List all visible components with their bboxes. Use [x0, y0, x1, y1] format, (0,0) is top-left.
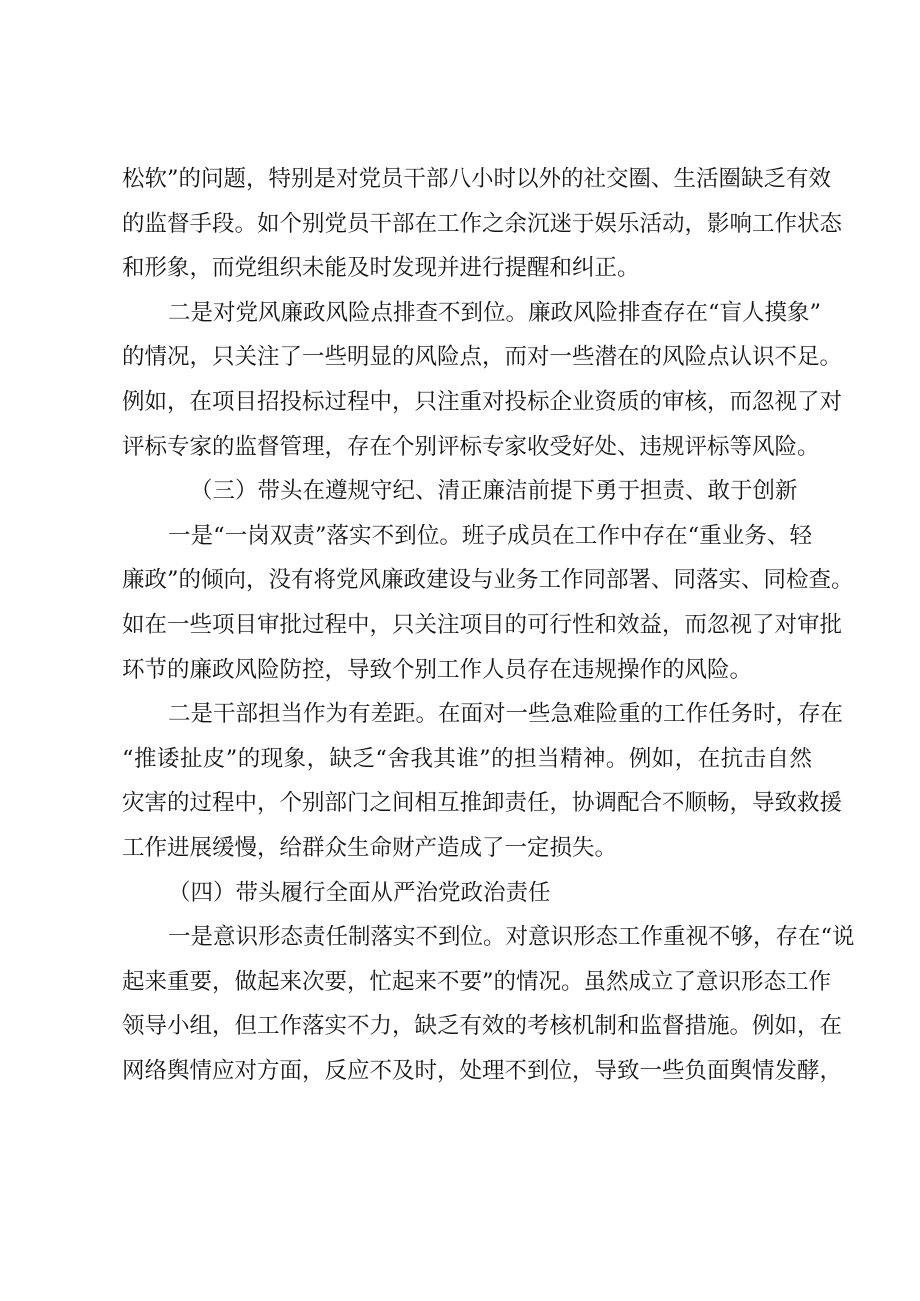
text-line: 一是意识形态责任制落实不到位。对意识形态工作重视不够，存在“说: [168, 924, 855, 951]
document-body: [122, 157, 855, 1093]
paragraph-responsibility: [122, 692, 844, 870]
section-heading-3: （三）带头在遵规守纪、清正廉洁前提下勇于担责、敢于创新: [190, 478, 798, 505]
section-heading-4: （四）带头履行全面从严治党政治责任: [168, 879, 551, 906]
text-line: “推诿扯皮”的现象，缺乏“舍我其谁”的担当精神。例如，在抗击自然: [122, 745, 812, 772]
paragraph-continued: [122, 157, 843, 291]
text-line: 如在一些项目审批过程中，只关注项目的可行性和效益，而忽视了对审批: [122, 611, 843, 638]
text-line: 例如，在项目招投标过程中，只注重对投标企业资质的审核，而忽视了对: [122, 388, 843, 415]
text-line: 松软”的问题，特别是对党员干部八小时以外的社交圈、生活圈缺乏有效: [122, 166, 832, 192]
paragraph-risk-points: [122, 291, 843, 469]
text-line: 环节的廉政风险防控，导致个别工作人员存在违规操作的风险。: [122, 656, 753, 683]
text-line: 二是对党风廉政风险点排查不到位。廉政风险排查存在“盲人摸象”: [168, 299, 822, 326]
text-line: 的监督手段。如个别党员干部在工作之余沉迷于娱乐活动，影响工作状态: [122, 210, 843, 237]
text-line: 网络舆情应对方面，反应不及时，处理不到位，导致一些负面舆情发酵，: [122, 1057, 843, 1084]
text-line: 一是“一岗双责”落实不到位。班子成员在工作中存在“重业务、轻: [168, 522, 812, 549]
text-line: 工作进展缓慢，给群众生命财产造成了一定损失。: [122, 834, 618, 861]
text-line: 领导小组，但工作落实不力，缺乏有效的考核机制和监督措施。例如，在: [122, 1013, 843, 1040]
text-line: 的情况，只关注了一些明显的风险点，而对一些潜在的风险点认识不足。: [122, 344, 843, 371]
text-line: 廉政”的倾向，没有将党风廉政建设与业务工作同部署、同落实、同检查。: [122, 567, 854, 594]
text-line: 二是干部担当作为有差距。在面对一些急难险重的工作任务时，存在: [168, 701, 844, 728]
paragraph-one-post-two-duties: [122, 514, 854, 692]
text-line: 灾害的过程中，个别部门之间相互推卸责任，协调配合不顺畅，导致救援: [122, 790, 843, 817]
text-line: 起来重要，做起来次要，忙起来不要”的情况。虽然成立了意识形态工作: [122, 968, 832, 995]
paragraph-ideology: [122, 915, 855, 1093]
text-line: 和形象，而党组织未能及时发现并进行提醒和纠正。: [122, 255, 640, 282]
text-line: 评标专家的监督管理，存在个别评标专家收受好处、违规评标等风险。: [122, 433, 820, 460]
